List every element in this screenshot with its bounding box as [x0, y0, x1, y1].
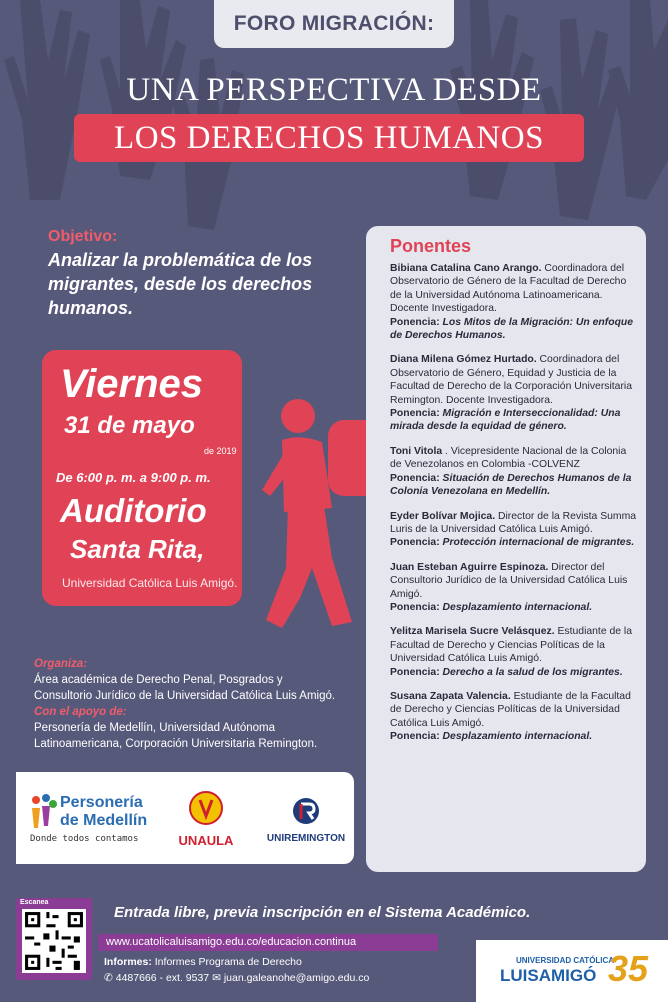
speaker-desc: Estudiante de la Facultad de Derecho y Ciencias Políticas de la Universidad Católica Luis Amigó. [390, 690, 631, 729]
speaker-desc: Coordinadora del Observatorio de Género de la Facultad de Derecho de la Universidad Autónoma Latinoamericana. Docente Investigadora. [390, 263, 627, 315]
speaker-name: Bibiana Catalina Cano Arango. [390, 263, 542, 274]
personeria-tagline: Donde todos contamos [30, 834, 139, 844]
objetivo-label: Objetivo: [48, 228, 118, 245]
url-bar [98, 934, 438, 951]
speakers-title: Ponentes [390, 236, 472, 256]
uniremington-text: UNIREMINGTON [266, 833, 346, 844]
entrada-libre-text: Entrada libre, previa inscripción en el Sistema Académico. [114, 904, 531, 921]
event-university: Universidad Católica Luis Amigó. [62, 576, 238, 590]
speaker-item [390, 625, 638, 679]
speaker-desc: Coordinadora del Observatorio de Género, Equidad y Justicia de la Facultad de Derecho de la Corporación Universitaria Remington. Docente Investigadora. [390, 354, 632, 406]
ponencia-label: Ponencia: [390, 666, 440, 678]
logo-main-text: LUISAMIGÓ [500, 966, 597, 985]
people-icon [30, 794, 58, 830]
organiza-label: Organiza: [34, 658, 88, 670]
contact-line [104, 972, 369, 984]
speaker-name: Susana Zapata Valencia. [390, 690, 511, 702]
speaker-desc: Estudiante de la Facultad de Derecho y Ciencias Políticas de la Universidad Católica Luis Amigó. [390, 626, 633, 665]
event-venue-line1: Auditorio [60, 492, 207, 529]
apoyo-text: Personería de Medellín, Universidad Autónoma Latinoamericana, Corporación Universitaria Remington. [34, 722, 318, 750]
forum-tab-title: FORO MIGRACIÓN: [233, 12, 435, 35]
speaker-item [390, 353, 638, 433]
organiza-text: Área académica de Derecho Penal, Posgrados y Consultorio Jurídico de la Universidad Católica Luis Amigó. [34, 674, 336, 702]
logo-small-text: UNIVERSIDAD CATÓLICA [516, 956, 615, 965]
apoyo-label: Con el apoyo de: [34, 706, 127, 718]
speaker-name: Eyder Bolívar Mojica. [390, 510, 496, 522]
personeria-line1: Personería [60, 794, 143, 811]
speakers-list [390, 262, 638, 755]
speaker-desc: . Vicepresidente Nacional de la Colonia de Venezolanos en Colombia -COLVENZ [390, 445, 627, 471]
personeria-line2: de Medellín [60, 812, 148, 829]
speaker-item [390, 561, 638, 615]
uniremington-emblem-icon [291, 796, 321, 826]
whatsapp-icon: ✆ [104, 972, 113, 984]
ponencia-label: Ponencia: [390, 731, 440, 743]
speaker-item [390, 262, 638, 342]
ponencia-label: Ponencia: [390, 408, 440, 420]
ponencia-title: Desplazamiento internacional. [442, 731, 593, 743]
informes-label: Informes: [104, 956, 152, 968]
unaula-text: UNAULA [178, 833, 234, 848]
ponencia-title: Desplazamiento internacional. [442, 601, 593, 613]
qr-label: Escanea [20, 899, 49, 906]
event-time: De 6:00 p. m. a 9:00 p. m. [56, 470, 211, 485]
email-link[interactable]: juan.galeanohe@amigo.edu.co [223, 972, 370, 984]
forum-tab [214, 0, 454, 48]
event-venue-line2: Santa Rita, [70, 534, 205, 564]
speakers-panel [366, 226, 646, 872]
informes-text: Informes Programa de Derecho [154, 956, 302, 968]
qr-panel [16, 898, 92, 980]
sponsor-logos [16, 772, 354, 864]
event-date: 31 de mayo [64, 412, 195, 439]
ponencia-title: Los Mitos de la Migración: Un enfoque de Derechos Humanos. [390, 316, 634, 342]
speaker-item [390, 510, 638, 550]
title-banner [74, 114, 584, 162]
informes-line [104, 956, 302, 968]
ponencia-label: Ponencia: [390, 472, 440, 484]
luis-amigo-logo [476, 940, 668, 1002]
objetivo-text: Analizar la problemática de los migrantes, desde los derechos humanos. [48, 250, 313, 318]
speaker-name: Yelitza Marisela Sucre Velásquez. [390, 626, 555, 638]
speaker-name: Diana Milena Gómez Hurtado. [390, 354, 537, 366]
unaula-emblem-icon [188, 790, 224, 826]
speaker-name: Juan Esteban Aguirre Espinoza. [390, 561, 549, 573]
speaker-desc: Director de la Revista Summa Luris de la Universidad Católica Luis Amigó. [390, 510, 637, 535]
qr-code-icon[interactable] [22, 909, 86, 973]
ponencia-title: Derecho a la salud de los migrantes. [442, 666, 623, 678]
ponencia-title: Protección internacional de migrantes. [442, 537, 635, 549]
speaker-name: Toni Vitola [390, 445, 443, 457]
speaker-item [390, 690, 638, 744]
unaula-logo [176, 790, 236, 848]
title-line1: UNA PERSPECTIVA DESDE [126, 72, 542, 108]
ponencia-title: Migración e Interseccionalidad: Una mirada desde la equidad de género. [390, 408, 621, 433]
organizers-section [34, 656, 344, 752]
event-day: Viernes [60, 362, 204, 406]
ponencia-label: Ponencia: [390, 316, 440, 328]
speaker-desc: Director del Consultorio Jurídico de la Universidad Católica Luis Amigó. [390, 561, 628, 600]
speaker-item [390, 445, 638, 499]
event-box [42, 350, 242, 606]
title-line2: LOS DERECHOS HUMANOS [114, 119, 544, 156]
uniremington-logo [260, 796, 352, 844]
ponencia-label: Ponencia: [390, 537, 440, 549]
phone-text: 4487666 - ext. 9537 [115, 972, 210, 984]
email-icon: ✉ [212, 972, 221, 984]
event-year: de 2019 [204, 446, 237, 456]
ponencia-label: Ponencia: [390, 601, 440, 613]
ponencia-title: Situación de Derechos Humanos de la Colonia Venezolana en Medellín. [390, 472, 632, 498]
logo-years: 35 [608, 948, 649, 989]
website-link[interactable]: www.ucatolicaluisamigo.edu.co/educacion.continua [106, 936, 357, 948]
